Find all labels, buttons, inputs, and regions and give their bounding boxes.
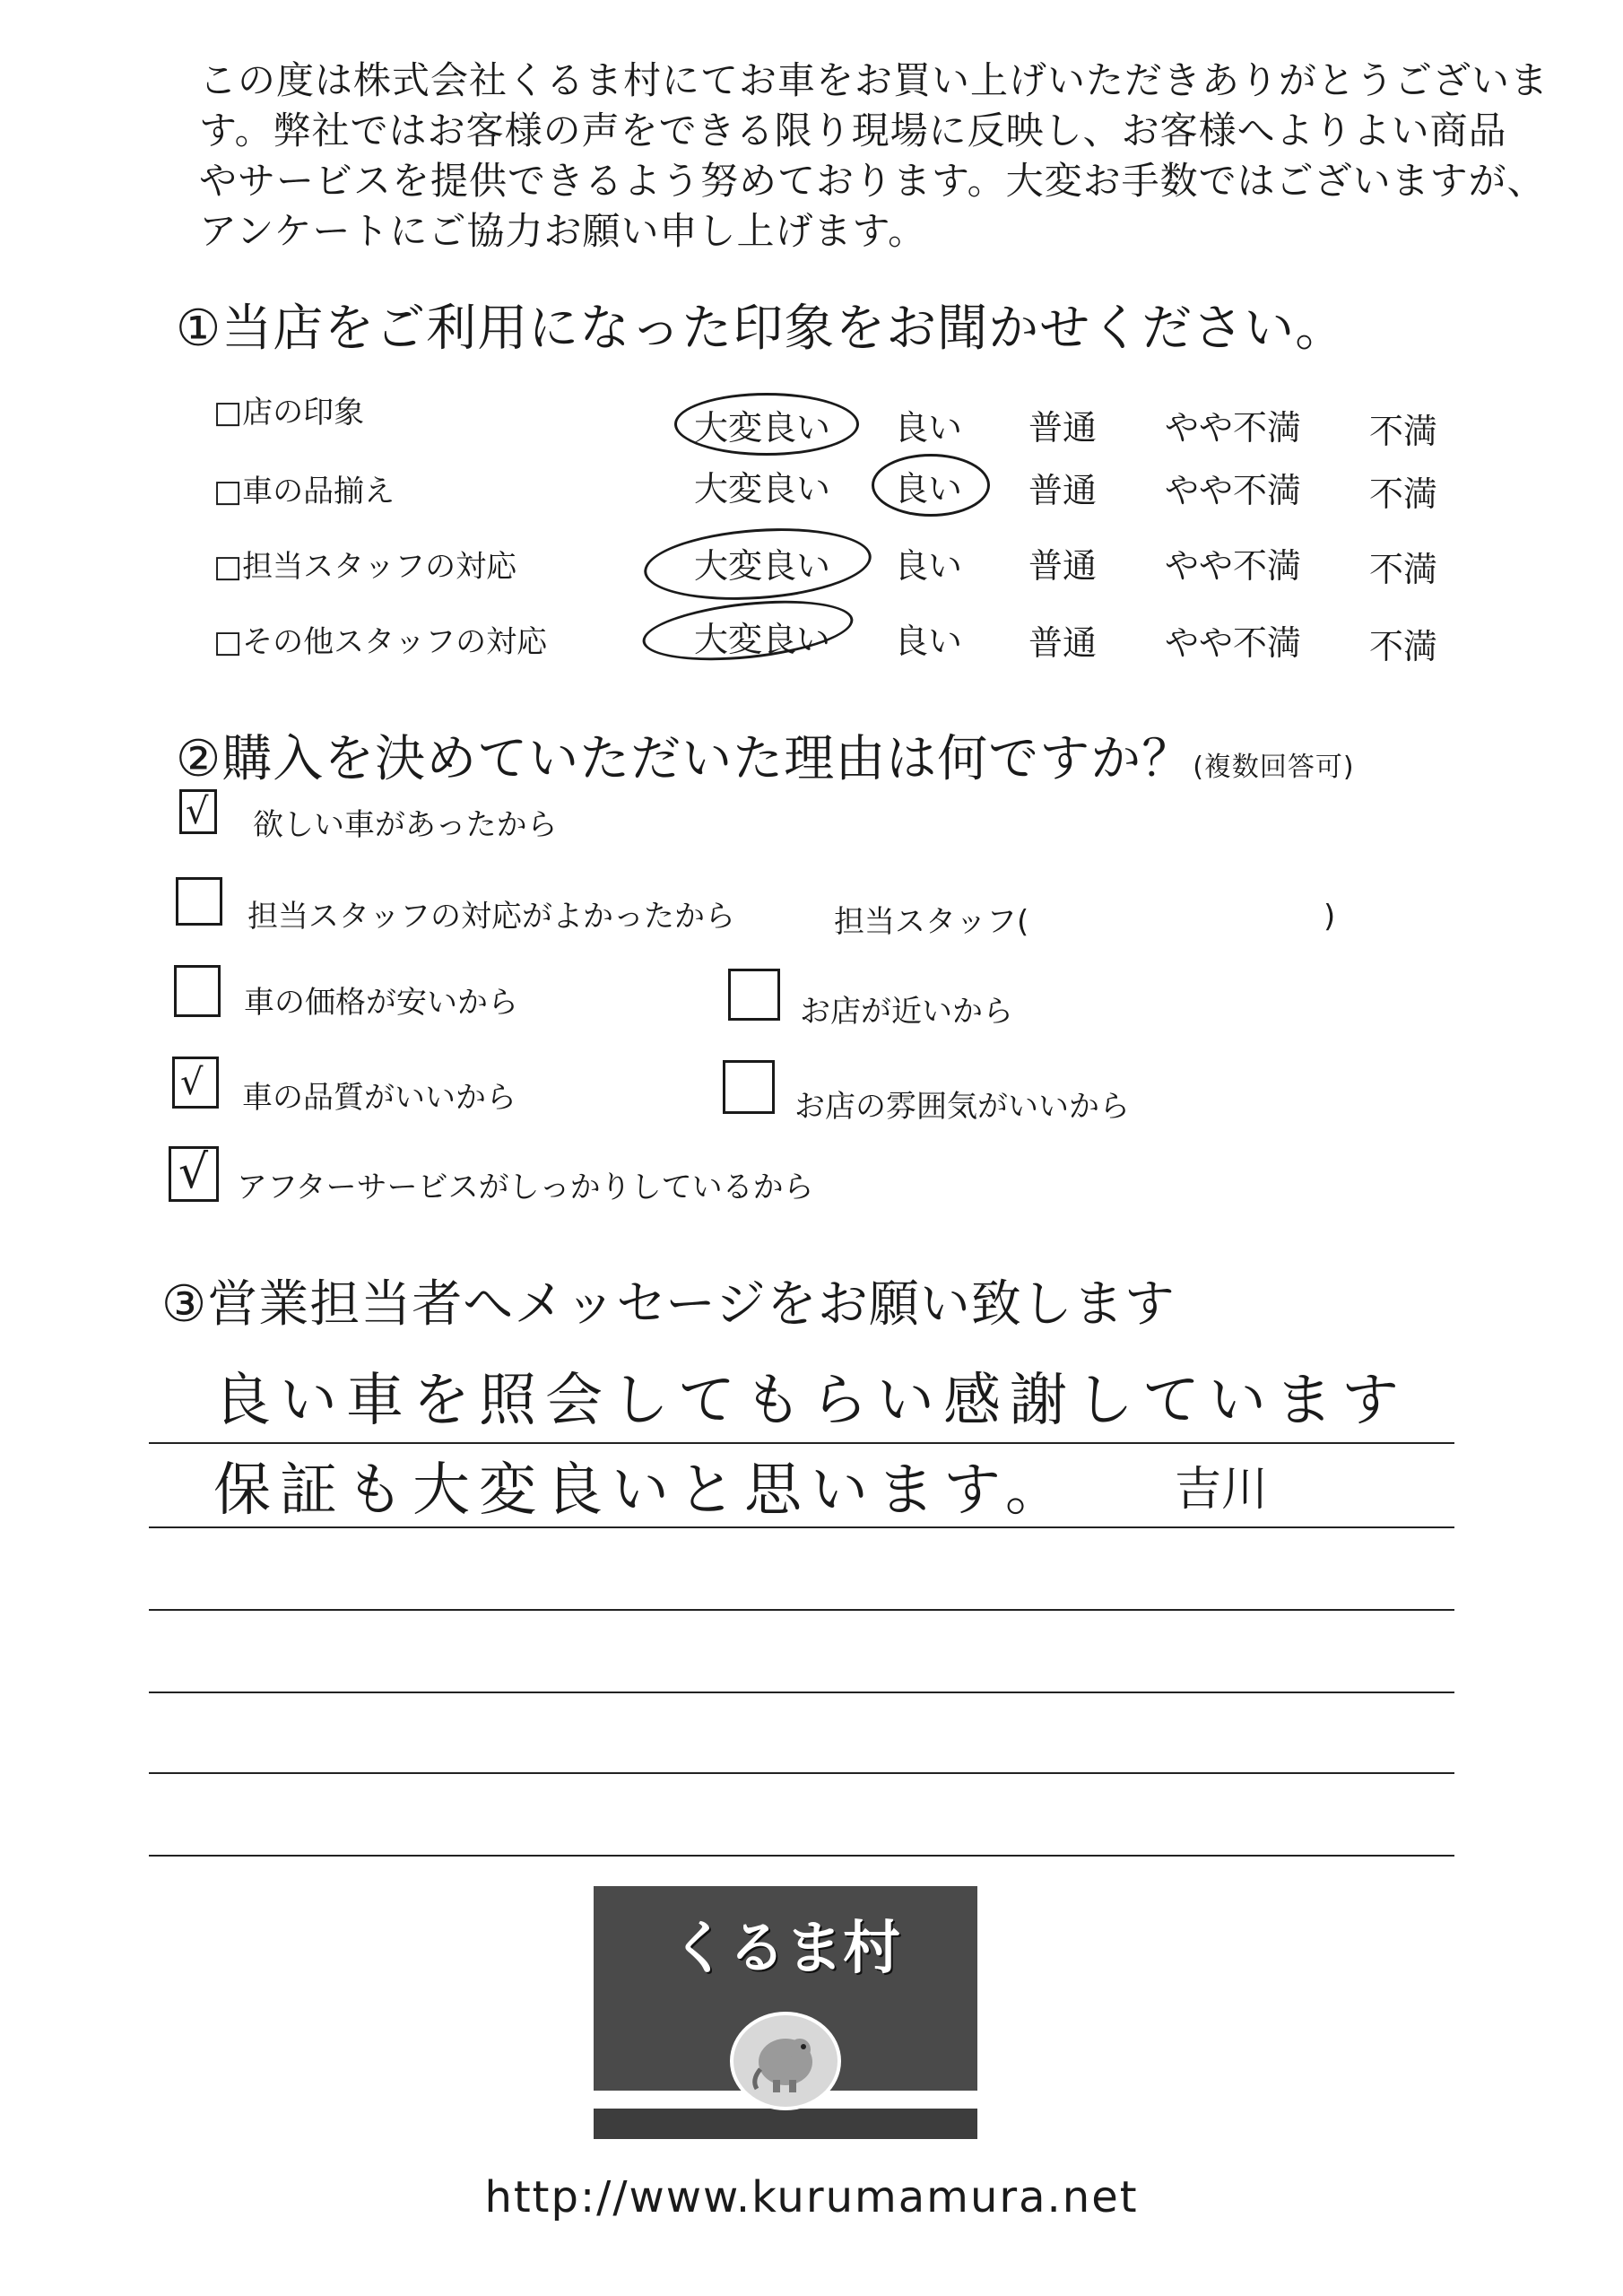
- logo-stripe-dark: [594, 2109, 977, 2139]
- handwritten-message-line: 保証も大変良いと思います。: [213, 1457, 1072, 1524]
- q1-option[interactable]: 普通: [1028, 471, 1097, 510]
- writing-line: [149, 1855, 1454, 1857]
- q1-row-label: □その他スタッフの対応: [213, 624, 548, 660]
- q1-option[interactable]: やや不満: [1164, 546, 1301, 586]
- handwritten-signature: 吉川: [1175, 1463, 1269, 1517]
- q1-option[interactable]: 不満: [1368, 627, 1437, 666]
- reason-label: 欲しい車があったから: [253, 807, 558, 843]
- intro-line: アンケートにご協力お願い申し上げます。: [199, 209, 927, 253]
- selection-circle: [642, 521, 874, 607]
- q2-title-text: ②購入を決めていただいた理由は何ですか？: [176, 730, 1193, 788]
- reason-label: お店の雰囲気がいいから: [794, 1089, 1130, 1125]
- selection-circle: [872, 454, 990, 517]
- q1-option[interactable]: 良い: [893, 469, 962, 509]
- q1-row-label: □車の品揃え: [213, 474, 395, 509]
- kurumamura-logo: [594, 1886, 977, 2139]
- q2-subtitle: (複数回答可): [1193, 752, 1355, 783]
- reason-label: 車の品質がいいから: [242, 1080, 516, 1116]
- reason-label: アフターサービスがしっかりしているから: [237, 1170, 814, 1205]
- q1-option[interactable]: 普通: [1028, 408, 1097, 448]
- checkbox-store-near[interactable]: [728, 969, 780, 1021]
- reason-label: お店が近いから: [800, 994, 1013, 1030]
- writing-line: [149, 1609, 1454, 1611]
- checkbox-after-service[interactable]: [169, 1146, 219, 1202]
- q1-option[interactable]: 普通: [1028, 623, 1097, 663]
- q1-option[interactable]: 不満: [1368, 474, 1437, 514]
- q1-row-label: □店の印象: [213, 395, 365, 430]
- dinosaur-mascot-icon: [733, 2015, 838, 2107]
- q1-option[interactable]: 普通: [1028, 546, 1097, 586]
- q1-title: ①当店をご利用になった印象をお聞かせください。: [176, 300, 1347, 358]
- q1-option[interactable]: 良い: [893, 622, 962, 661]
- website-url[interactable]: http://www.kurumamura.net: [484, 2172, 1139, 2222]
- checkbox-atmosphere[interactable]: [723, 1060, 775, 1114]
- checkbox-quality[interactable]: [172, 1057, 219, 1109]
- q1-option[interactable]: やや不満: [1164, 408, 1301, 448]
- staff-name-close: ): [1324, 899, 1336, 935]
- q3-title: ③営業担当者へメッセージをお願い致します: [161, 1275, 1176, 1334]
- mascot-badge-icon: [730, 2012, 841, 2110]
- staff-name-label: 担当スタッフ(: [834, 904, 1029, 940]
- logo-wordmark: くるま村: [671, 1916, 900, 1982]
- checkbox-staff-response[interactable]: [176, 877, 222, 926]
- check-mark-icon: √: [180, 1062, 204, 1103]
- q1-option[interactable]: 大変良い: [693, 408, 830, 448]
- writing-line: [149, 1772, 1454, 1774]
- q1-option[interactable]: 大変良い: [693, 620, 830, 659]
- q1-row-label: □担当スタッフの対応: [213, 549, 517, 585]
- q1-option[interactable]: 良い: [893, 408, 962, 448]
- q1-option[interactable]: 大変良い: [693, 546, 830, 586]
- handwritten-message-line: 良い車を照会してもらい感謝しています: [213, 1368, 1408, 1434]
- selection-circle: [674, 393, 859, 456]
- q2-title: [176, 719, 1355, 791]
- q1-option[interactable]: やや不満: [1164, 471, 1301, 510]
- intro-paragraph: [199, 56, 1549, 257]
- reason-label: 車の価格が安いから: [244, 985, 518, 1021]
- intro-line: やサービスを提供できるよう努めております。大変お手数ではございますが、: [199, 159, 1546, 203]
- intro-line: す。弊社ではお客様の声をできる限り現場に反映し、お客様へよりよい商品: [199, 109, 1507, 152]
- checkbox-wanted-car[interactable]: [179, 789, 217, 834]
- q1-option[interactable]: 不満: [1368, 412, 1437, 451]
- check-mark-icon: √: [186, 791, 209, 832]
- q1-option[interactable]: 大変良い: [693, 469, 830, 509]
- intro-line: この度は株式会社くるま村にてお車をお買い上げいただきありがとうございま: [199, 58, 1549, 102]
- check-mark-icon: √: [178, 1145, 209, 1199]
- checkbox-price[interactable]: [174, 965, 221, 1017]
- writing-line: [149, 1692, 1454, 1693]
- reason-label: 担当スタッフの対応がよかったから: [247, 899, 735, 935]
- q1-option[interactable]: 不満: [1368, 550, 1437, 589]
- q1-option[interactable]: やや不満: [1164, 623, 1301, 663]
- writing-line: [149, 1526, 1454, 1528]
- q1-option[interactable]: 良い: [893, 546, 962, 586]
